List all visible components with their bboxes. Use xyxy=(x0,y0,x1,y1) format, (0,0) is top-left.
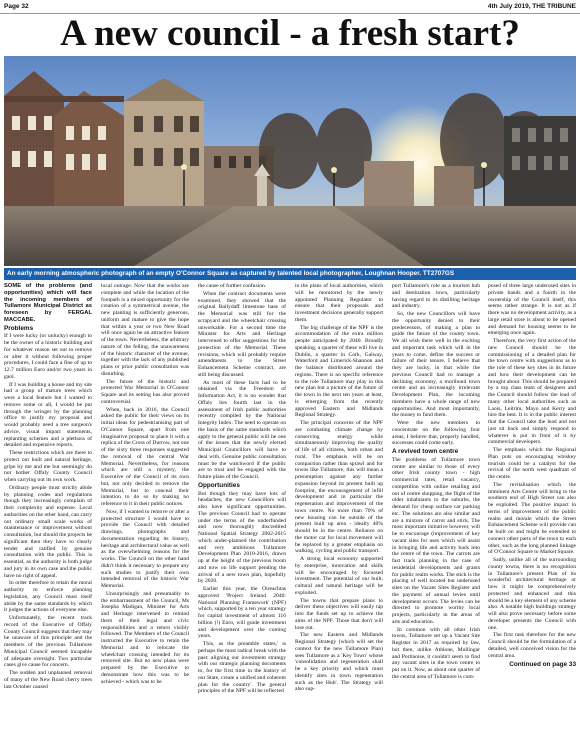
paragraph: Were the new members to concentrate on the following four areas, I believe that, properly handled, successes could come early. xyxy=(392,420,480,447)
paragraph: The emphasis which the Regional Plan puts on encouraging whiskey tourism could be a catalyst for the revival of the north west quadrant of the centre. xyxy=(488,447,576,480)
article-lead: SOME of the problems (and opportunities) which will face the incoming members of Tullamore Municipal District as foreseen by FERGAL MACCABE. xyxy=(4,283,92,323)
paragraph: As most of these facts had to be obtained via the Freedom of Information Act, it is no wonder that Offaly lies fourth last in the assessment of Irish public authorities recently compiled by the National Integrity Index. The need to operate on the basis of the same standards which apply to the general public will be one of the issues that the newly elected Municipal Councillors will have to deal with. Genuine public consultation must be the watchword if the public are to trust and be engaged with the future plans of the Council. xyxy=(198,379,286,480)
page-header xyxy=(0,0,580,14)
headline: A new council - a fresh start? xyxy=(60,13,520,54)
subhead-revived-town-centre: A revived town centre xyxy=(392,448,459,455)
paragraph: port Tullamore's role as a tourism hub and destination town, particularly having regard to its distilling heritage and industry. xyxy=(392,283,480,310)
article-column-2 xyxy=(101,283,189,731)
paragraph: The future of the historic and protected War Memorial in O'Connor Square and its setting has also proved controversial. xyxy=(101,378,189,405)
paragraph: local outrage. Now that the works are complete and while the location of the footpath is a mixed opportunity for the creation of a symmetrical avenue, the new planting is sufficiently generous, uniform and mature to give the hope that within a year or two New Road will once again be an attractive feature of the town. Nevertheless, the arbitrary nature of the felling, the unawareness of the historic character of the avenue, together with the lack of any published plans or prior public consultation was disturbing. xyxy=(101,283,189,377)
article-column-1 xyxy=(4,283,92,731)
photo-illustration xyxy=(4,56,576,266)
paragraph: The new Eastern and Midlands Regional Strategy (which will set the context for the new Tullamore Plan) sees Tullamore as a 'Key Town' whose 'consolidation and regeneration shall be a key priority and which must identify sites in town regeneration such as the Hub'. The Strategy will also sup- xyxy=(295,632,383,693)
paragraph: posed of three large underused sites in private hands and a fourth in the ownership of the Council itself, this seems rather strange. It is not as if there was no development activity, as a large retail store is about to be opened and demand for housing seems to be emerging once again. xyxy=(488,283,576,337)
paragraph: In common with all other Irish towns, Tullamore set up a Vacant Site Register in 2017 as required by law, but then, unlike Athlone, Mullingar and Portlaoise, it couldn't seem to find any vacant sites in the town centre to put on it. Now, as about one quarter of the central area of Tullamore is com- xyxy=(392,626,480,680)
paragraph: The principal concerns of the NPF are combating climate change by conserving energy while simultaneously improving the quality of life of all citizens, both urban and rural. The emphasis will be on compaction rather than sprawl and for towns like Tullamore, this will mean a presumption against any further expansion beyond its present built up footprint, the encouragement of infill development and in particular the regeneration and improvement of the town centre. No more than 70% of new housing can be outside of the present built up area - ideally 40% should be in the centre. Reliance on the motor car for local movement will be replaced by a greater emphasis on walking, cycling and public transport. xyxy=(295,420,383,555)
paragraph: Unsurprisingly and presumably to the embarrassment of the Council, Ms Josepha Madigan, Minister for Arts and Heritage intervened to remind them of their legal and civic responsibilities and a return visibly followed. The Members of the Council instructed the Executive to retain the Memorial and to relocate the wheelchair crossing intended for its removed site. But no new plans were prepared by the Executive to demonstrate how this was to be achieved - which was to be xyxy=(101,590,189,685)
paragraph: When, back in 2016, the Council asked the public for their views on its initial ideas for pedestrianising part of O'Connor Square, apart from one imaginative proposal to place it with a replica of the Cross of Durrow, not one of the sixty three responses suggested the removal of the central War Memorial. Nevertheless, for reasons which are still a mystery, the Executive of the Council of its own but, not only decided to remove the Memorial, but to conceal their intention to do so by making no reference to it in their public notices. xyxy=(101,406,189,507)
square-photo xyxy=(4,56,576,266)
paragraph: When the contract documents were examined, they showed that the original Ballydaff limestone base of the Memorial was still for the scrapyard and the wheelchair crossing unworkable. For a second time the Minister for Arts and Heritage intervened to offer suggestions for the protection of the Memorial. These revisions, which will probably require amendments to the Street Enhancement Scheme contract, are still being discussed. xyxy=(198,290,286,378)
paragraph: in the plans of local authorities, which will be monitored by the newly appointed Planning Regulator to ensure that their proposals and investment decisions generally support them. xyxy=(295,283,383,323)
paragraph: Earlier this year, the Oireachtas approved 'Project Ireland 2040: National Planning Framework' (NPF) which, supported by a ten year strategy for capital investment of almost 116 billion (!) Euro, will guide investment and development over the coming years. xyxy=(198,586,286,640)
paragraph: The big challenge of the NPF is the accommodation of the extra million people anticipated by 2040. Broadly speaking, a quarter of these will live in Dublin, a quarter in Cork, Galway, Waterford and Limerick-Shannon and the balance distributed around the regions. There is no specific reference to the role Tullamore may play in this new plan but a picture of the future of the town in the next ten years at least, is emerging from the recently approved Eastern and Midlands Regional Strategy. xyxy=(295,324,383,419)
page-number: Page 32 xyxy=(4,3,29,10)
subhead-opportunities: Opportunities xyxy=(198,481,240,489)
paragraph: The problems of Tullamore town centre are similar to those of every other Irish county town - high commercial rates, retail vacancy, competition with online retailing and out of centre shopping, the flight of the older inhabitants to the suburbs, the demand for cheap surface car parking etc. The solutions are also similar and are a mixture of carrot and stick. The most important initiative however, will be to encourage (improvement of key vacant sites for uses which will assist in bringing life and activity back into the centre of the town. The carrots are fast track planning in the case of residential developments and grants for public realm works. The stick is the placing of well located but underused sites on the Vacant Sites Register and the payment of annual levies until development occurs. The levies can be directed to promote worthy local projects, particularly in the areas of arts and education. xyxy=(392,456,480,625)
article-column-3 xyxy=(198,283,286,731)
article-column-6 xyxy=(488,283,576,731)
paragraph: A strong local economy supported by enterprise, innovation and skills will be encouraged by focussed investment. The potential of our built, cultural and natural heritage will be exploited. xyxy=(295,556,383,596)
paragraph: The sudden and unplanned removal of many of the New Road cherry trees last October caused xyxy=(4,670,92,690)
paragraph: Therefore, the very first action of the new Council should be the commissioning of a detailed plan for the town centre with suggestions as to the role of these key sites in its future and how their development can be brought about. This should be prepared by a top class team of designers and the Council should follow the lead of many other local authorities such as Laois, Leitrim, Mayo and Kerry and hire the best. It is in the public interest that the Council take the lead and not just sit back and simply respond to whatever is put in front of it by commercial developers. xyxy=(488,338,576,446)
paragraph: the cause of further confusion. xyxy=(198,283,267,289)
paragraph: But though they may have lots of headaches, the new Councillors will also have significant opportunities. The previous Council had to operate under the terms of the underfunded and now thoroughly discredited National Spatial Strategy 2002-2015 which under-planned the contribution and very ambitious Tullamore Development Plan 2010-2016, drawn up at the height of the previous boom and now on life support pending the arrival of a new town plan, hopefully by 2020. xyxy=(198,490,286,585)
paragraph: These restrictions which are there to protect our built and natural heritage, gripe by me and me but seemingly do not bother Offaly County Council when carrying out its own work. xyxy=(4,450,92,483)
paragraph: The first task therefore for the new Council should be the formulation of a detailed, well conceived vision for the central area. xyxy=(488,632,576,659)
paragraph: Sadly, unlike all of the surrounding county towns, there is no recognition in Tullamore's present Plan of its wonderful architectural heritage or how it might be comprehensively protected and enhanced and this should be a key element of any scheme also. A notable high buildings strategy will also prove necessary before some developer presents the Council with one. xyxy=(488,557,576,631)
issue-date: 4th July 2019, THE TRIBUNE xyxy=(487,3,576,10)
paragraph: The towns that prepare plans to deliver these objectives will easily tap into the funds set up to achieve the aims of the NPF. Those that don't will lose out. xyxy=(295,597,383,631)
subhead-problems: Problems xyxy=(4,324,34,332)
paragraph: Ordinary people must strictly abide by planning codes and regulations though they increasingly complain of their complexity and expense. Local authorities on the other hand, can carry out ordinary small scale works of maintenance or improvement without consultation, but should the projects be significant then they have to clearly tender and ratified by genuine consultation with the public. This is essential, as the authority is both judge and jury in its own case and the public have no right of appeal. xyxy=(4,484,92,579)
paragraph: If I were lucky (or unlucky) enough to be the owner of a historic building and for whatever reason set out to remove or alter it without following proper procedures, I could face a fine of up to 12.7 million Euro and/or two years in gaol. xyxy=(4,333,92,380)
paragraph: So, the new Councillors will have the opportunity denied to their predecessors, of making a plan to guide the future of the county town. We all wish there well in the exciting and important task which will in the years to come, define the success or failure of their tenure. I believe that they are lucky, in that while the previous Council had to manage a declining economy, a moribund town centre and an increasingly irrelevant Development Plan, the incoming members have a whole range of new opportunities. And most importantly, the money to fund them. xyxy=(392,311,480,419)
article-body xyxy=(4,283,576,731)
paragraph: If I was building a house and my site had a group of mature trees which were a local feature but I wanted to remove some or all, I would be put through the wringer by the planning office to justify my proposal and would probably need a tree surgeon's advice, visual impact statements, replanting schemes and a plethora of detailed and expensive reports. xyxy=(4,381,92,449)
article-column-5 xyxy=(392,283,480,731)
paragraph: Now, if I wanted to remove or alter a protected structure I would have to provide the Council with detailed drawings, photographs and documentation regarding its history, heritage and architectural value as well as the overwhelming reasons for the works. The Council on the other hand didn't think it necessary to prepare any such studies to justify their own intended removal of the historic War Memorial. xyxy=(101,508,189,589)
paragraph: In order therefore to retain the moral authority to enforce planning legislation, any Council must itself abide by the same standards by which it judges the actions of everyone else. xyxy=(4,580,92,614)
paragraph: Unfortunately, the recent track record of the Executive of Offaly County Council suggests that they may be unaware of this principle and the members of the previous Tullamore Municipal Council seemed incapable of adequate oversight. Two particular cases give cause for concern. xyxy=(4,615,92,669)
paragraph: The revitalisation which the imminent Arts Centre will bring to the southern end of High Street can also be exploited. The positive impact in terms of improvement of the public realm and morale which the Street Enhancement Scheme will provide can be built on and might be extended to connect other parts of the town to each other, such as the long planned linkage of O'Connor Square to Market Square. xyxy=(488,481,576,556)
photo-caption: An early morning atmospheric photograph of an empty O'Connor Square as captured by talented local photographer, Loughnan Hooper. TT2707GS xyxy=(4,268,576,280)
article-column-4 xyxy=(295,283,383,731)
continued-link[interactable]: Continued on page 33 xyxy=(509,661,576,669)
paragraph: This, as the preamble states,' is perhaps the most radical break with the past: aligning our investment strategy with our strategic planning documents to, for the first time in the history of our State, create a unified and coherent plan for the country'. The general principles of the NPF will be reflected xyxy=(198,641,286,695)
